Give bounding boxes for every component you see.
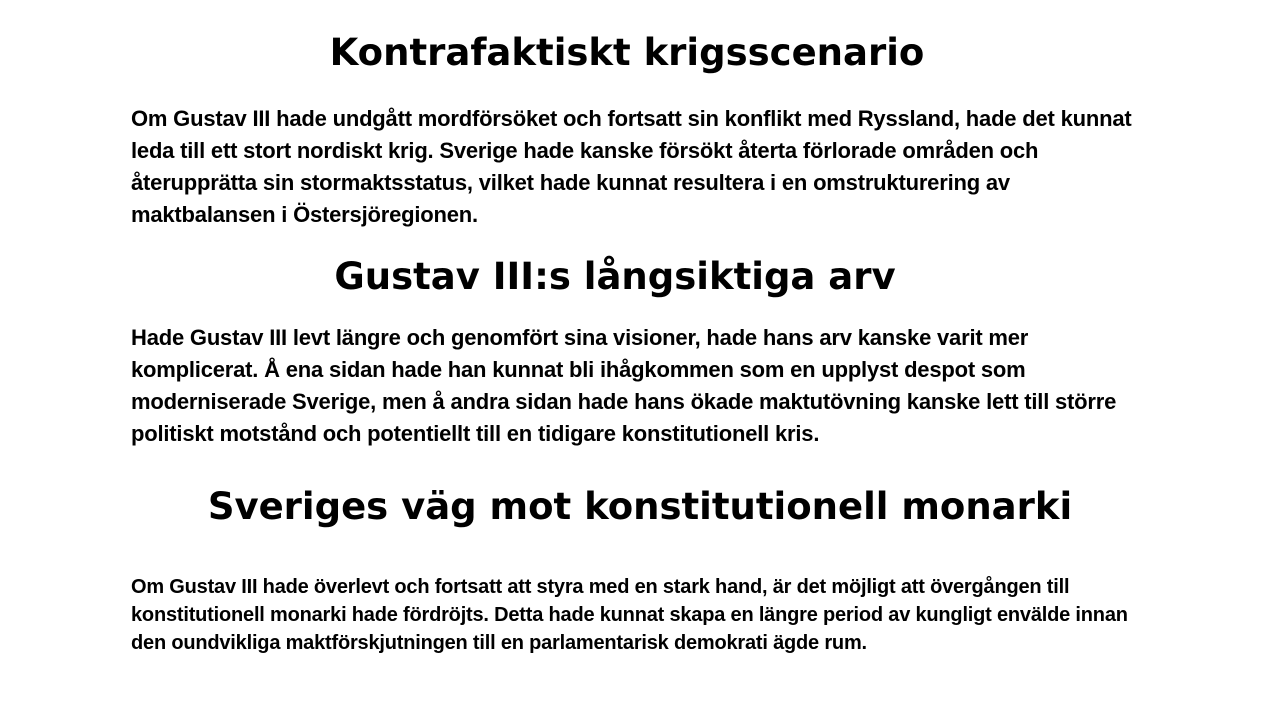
section-body-constitutional-monarchy: Om Gustav III hade överlevt och fortsatt att styra med en stark hand, är det möjligt att övergången till konstitutionell monarki hade fördröjts. Detta hade kunnat skapa en längre period av kungligt envälde innan den oundvikliga maktförskjutningen till en parlamentarisk demokrati ägde rum.	[131, 576, 1128, 654]
section-heading-war-scenario: Kontrafaktiskt krigsscenario	[329, 31, 925, 74]
section-body-legacy: Hade Gustav III levt längre och genomfört sina visioner, hade hans arv kanske varit mer komplicerat. Å ena sidan hade han kunnat bli ihågkommen som en upplyst despot som moderniserade Sverige, men å andra sidan hade hans ökade maktutövning kanske lett till större politiskt motstånd och potentiellt till en tidigare konstitutionell kris.	[131, 325, 1117, 446]
section-heading-legacy: Gustav III:s långsiktiga arv	[334, 255, 896, 298]
section-heading-constitutional-monarchy: Sveriges väg mot konstitutionell monarki	[207, 485, 1073, 528]
section-body-war-scenario: Om Gustav III hade undgått mordförsöket och fortsatt sin konflikt med Ryssland, hade det kunnat leda till ett stort nordiskt krig. Sverige hade kanske försökt återta förlorade områden och återupprätta sin stormaktsstatus, vilket hade kunnat resultera i en omstrukturering av maktbalansen i Östersjöregionen.	[131, 106, 1132, 227]
